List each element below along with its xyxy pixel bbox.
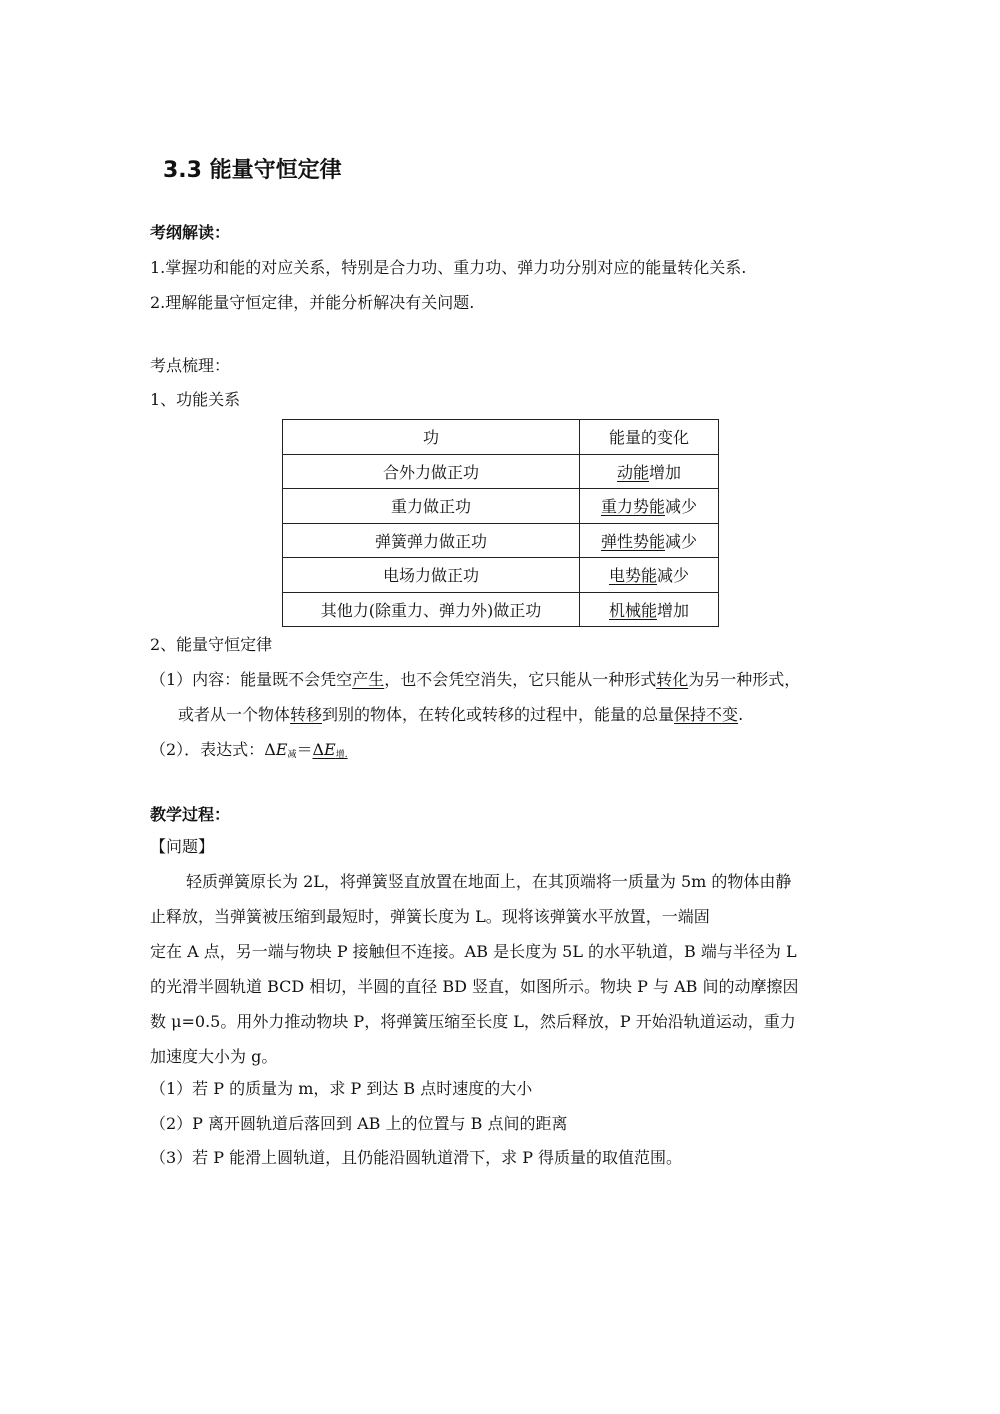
table-header: 能量的变化 <box>580 420 719 455</box>
question-2: （2）P 离开圆轨道后落回到 AB 上的位置与 B 点间的距离 <box>150 1114 568 1133</box>
problem-label: 【问题】 <box>150 837 215 856</box>
table-header-row <box>283 420 719 455</box>
content-line-1: （1）内容：能量既不会凭空产生，也不会凭空消失，它只能从一种形式转化为另一种形式， <box>150 670 801 689</box>
problem-line: 加速度大小为 g。 <box>150 1047 278 1066</box>
table-row <box>283 489 719 524</box>
section1-title: 1、功能关系 <box>150 390 241 409</box>
content-line-2: 或者从一个物体转移到别的物体，在转化或转移的过程中，能量的总量保持不变. <box>178 705 744 724</box>
syllabus-heading: 考纲解读： <box>150 223 231 242</box>
table-cell-work: 其他力(除重力、弹力外)做正功 <box>283 592 580 627</box>
page-title: 3.3 能量守恒定律 <box>163 158 342 183</box>
table-cell-energy: 电势能减少 <box>580 558 719 593</box>
work-energy-table <box>282 419 719 627</box>
problem-line: 数 μ=0.5。用外力推动物块 P，将弹簧压缩至长度 L，然后释放，P 开始沿轨道运动，重力 <box>150 1012 796 1031</box>
problem-line: 止释放，当弹簧被压缩到最短时，弹簧长度为 L。现将该弹簧水平放置，一端固 <box>150 907 710 926</box>
table-cell-work: 重力做正功 <box>283 489 580 524</box>
expression-line: （2）．表达式：$\Delta E_减=\Delta E_{增.}$ <box>150 740 348 760</box>
table-cell-work: 合外力做正功 <box>283 454 580 489</box>
table-cell-work: 弹簧弹力做正功 <box>283 523 580 558</box>
table-cell-energy: 重力势能减少 <box>580 489 719 524</box>
table-cell-energy: 弹性势能减少 <box>580 523 719 558</box>
table-cell-work: 电场力做正功 <box>283 558 580 593</box>
problem-line: 定在 A 点，另一端与物块 P 接触但不连接。AB 是长度为 5L 的水平轨道，B 端与半径为 L <box>150 942 797 961</box>
problem-line: 轻质弹簧原长为 2L，将弹簧竖直放置在地面上，在其顶端将一质量为 5m 的物体由静 <box>186 872 792 891</box>
question-1: （1）若 P 的质量为 m，求 P 到达 B 点时速度的大小 <box>150 1079 533 1098</box>
syllabus-item-1: 1.掌握功和能的对应关系，特别是合力功、重力功、弹力功分别对应的能量转化关系. <box>150 258 747 277</box>
section2-title: 2、能量守恒定律 <box>150 635 273 654</box>
teaching-heading: 教学过程： <box>150 805 231 824</box>
table-row <box>283 558 719 593</box>
table-cell-energy: 动能增加 <box>580 454 719 489</box>
table-cell-energy: 机械能增加 <box>580 592 719 627</box>
table-row <box>283 454 719 489</box>
table-row <box>283 592 719 627</box>
problem-line: 的光滑半圆轨道 BCD 相切，半圆的直径 BD 竖直，如图所示。物块 P 与 AB 间的动摩擦因 <box>150 977 799 996</box>
review-heading: 考点梳理： <box>150 356 231 375</box>
question-3: （3）若 P 能滑上圆轨道，且仍能沿圆轨道滑下，求 P 得质量的取值范围。 <box>150 1148 683 1167</box>
syllabus-item-2: 2.理解能量守恒定律，并能分析解决有关问题. <box>150 293 475 312</box>
table-row <box>283 523 719 558</box>
table-header: 功 <box>283 420 580 455</box>
